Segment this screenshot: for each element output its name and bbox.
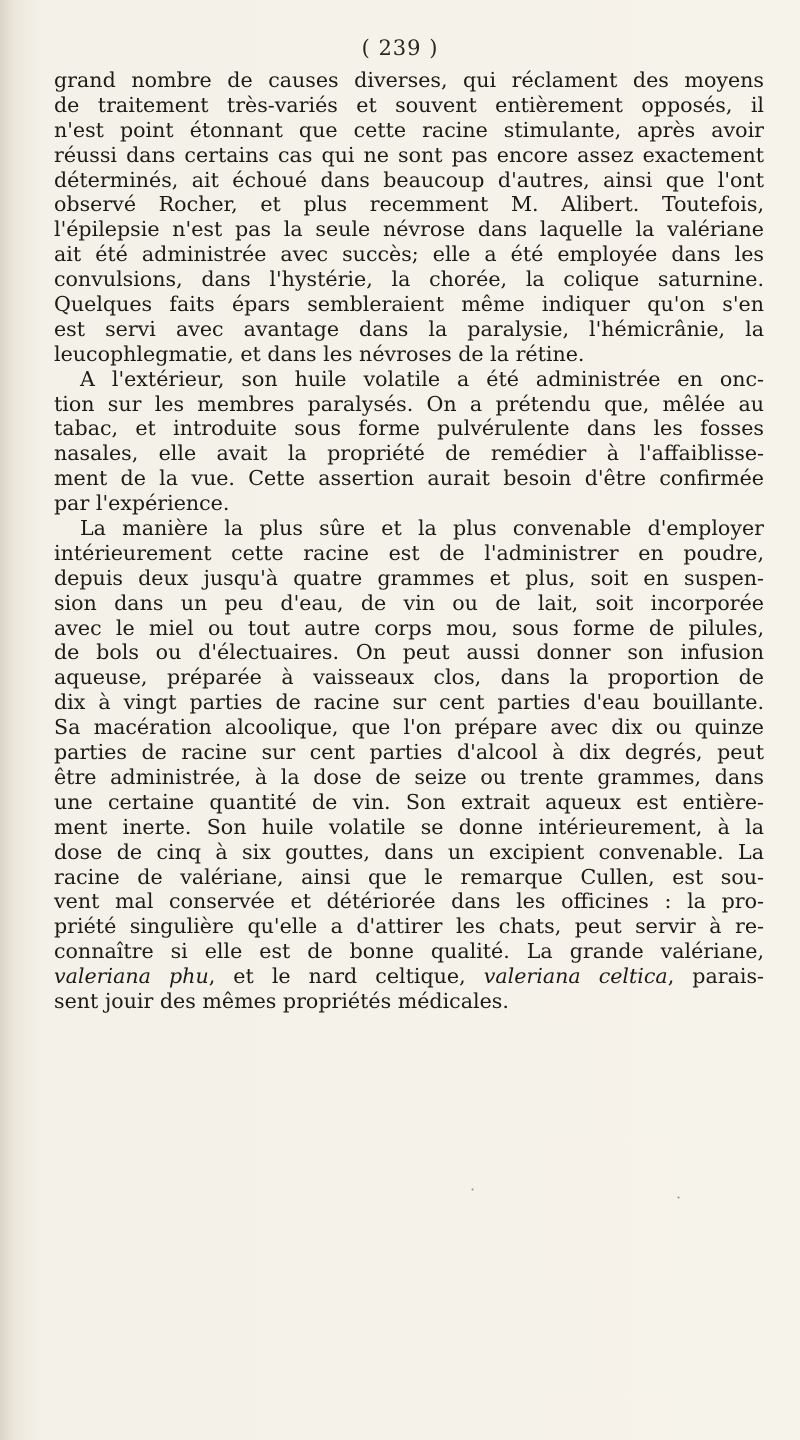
text-line: depuis deux jusqu'à quatre grammes et plus, soit en suspen-: [54, 565, 764, 590]
text-line: aqueuse, préparée à vaisseaux clos, dans la proportion de: [54, 665, 764, 690]
text-line: être administrée, à la dose de seize ou trente grammes, dans: [54, 764, 764, 789]
page-number: ( 239 ): [361, 36, 439, 60]
speck-mark: ·: [676, 1188, 682, 1207]
text-line: ait été administrée avec succès; elle a été employée dans les: [54, 242, 764, 267]
body-text: [54, 68, 764, 1014]
text-line: ment de la vue. Cette assertion aurait besoin d'être confirmée: [54, 466, 764, 491]
text-line: leucophlegmatie, et dans les névroses de la rétine.: [54, 341, 585, 366]
text-line: avec le miel ou tout autre corps mou, sous forme de pilules,: [54, 615, 764, 640]
text-line: sion dans un peu d'eau, de vin ou de lait, soit incorporée: [54, 590, 764, 615]
text-line: n'est point étonnant que cette racine stimulante, après avoir: [54, 117, 764, 142]
text-line: observé Rocher, et plus recemment M. Alibert. Toutefois,: [54, 192, 764, 217]
text-line: [54, 964, 764, 989]
text-line: racine de valériane, ainsi que le remarque Cullen, est sou-: [54, 864, 764, 889]
text-line: déterminés, ait échoué dans beaucoup d'autres, ainsi que l'ont: [54, 167, 764, 192]
text-line: est servi avec avantage dans la paralysie, l'hémicrânie, la: [54, 316, 764, 341]
text-run: , et le nard celtique,: [208, 964, 484, 989]
text-line: priété singulière qu'elle a d'attirer les chats, peut servir à re-: [54, 914, 764, 939]
text-line: nasales, elle avait la propriété de remédier à l'affaiblisse-: [54, 441, 764, 466]
text-line: de traitement très-variés et souvent entièrement opposés, il: [54, 92, 764, 117]
text-line: Sa macération alcoolique, que l'on prépare avec dix ou quinze: [54, 715, 764, 740]
text-line: La manière la plus sûre et la plus convenable d'employer: [80, 516, 764, 541]
text-line: de bols ou d'électuaires. On peut aussi donner son infusion: [54, 640, 764, 665]
text-line: grand nombre de causes diverses, qui réclament des moyens: [54, 68, 764, 92]
text-line: vent mal conservée et détériorée dans les officines : la pro-: [54, 889, 764, 914]
text-line: connaître si elle est de bonne qualité. La grande valériane,: [54, 939, 764, 964]
text-line: tabac, et introduite sous forme pulvérulente dans les fosses: [54, 416, 764, 441]
text-line: parties de racine sur cent parties d'alcool à dix degrés, peut: [54, 740, 764, 765]
text-line: tion sur les membres paralysés. On a prétendu que, mêlée au: [54, 391, 764, 416]
text-line: une certaine quantité de vin. Son extrait aqueux est entière-: [54, 789, 764, 814]
text-line: sent jouir des mêmes propriétés médicales.: [54, 988, 509, 1013]
text-line: par l'expérience.: [54, 491, 230, 516]
text-line: A l'extérieur, son huile volatile a été administrée en onc-: [80, 366, 764, 391]
speck-mark: ·: [470, 1180, 476, 1199]
text-line: intérieurement cette racine est de l'administrer en poudre,: [54, 540, 764, 565]
text-line: l'épilepsie n'est pas la seule névrose dans laquelle la valériane: [54, 217, 764, 242]
text-line: dose de cinq à six gouttes, dans un excipient convenable. La: [54, 839, 764, 864]
text-line: réussi dans certains cas qui ne sont pas encore assez exactement: [54, 142, 764, 167]
italic-term: valeriana celtica: [483, 964, 668, 989]
italic-term: valeriana phu: [54, 964, 209, 989]
text-line: dix à vingt parties de racine sur cent parties d'eau bouillante.: [54, 690, 764, 715]
text-line: convulsions, dans l'hystérie, la chorée, la colique saturnine.: [54, 267, 764, 292]
text-line: Quelques faits épars sembleraient même indiquer qu'on s'en: [54, 292, 764, 317]
text-line: ment inerte. Son huile volatile se donne intérieurement, à la: [54, 814, 764, 839]
text-run: , parais-: [667, 964, 764, 989]
